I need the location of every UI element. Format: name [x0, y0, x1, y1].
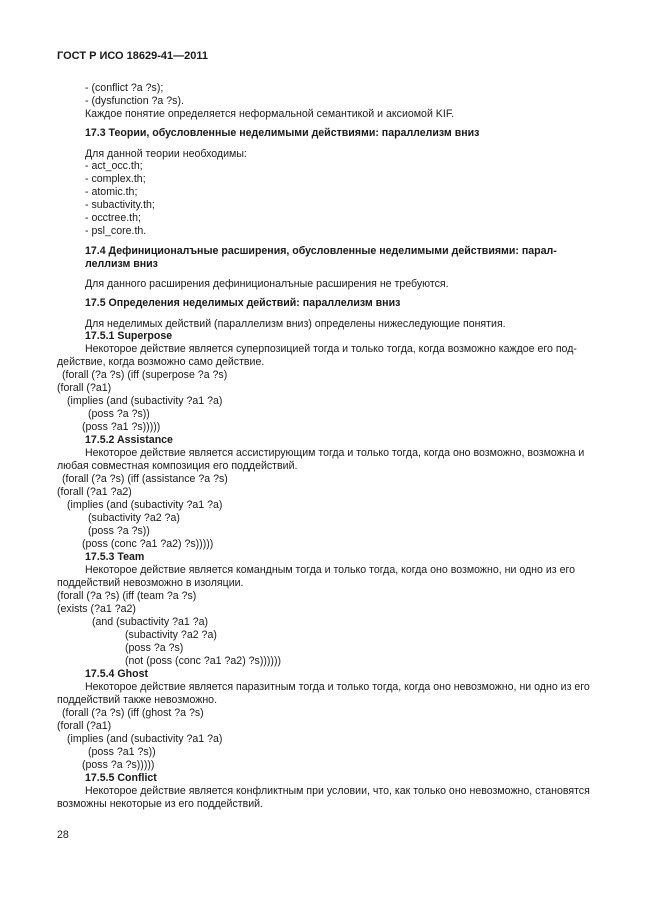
paragraph-line: Для данного расширения дефиниционалъные расширения не требуются.: [85, 278, 449, 290]
code-line: (poss ?a1 ?s)): [88, 746, 156, 758]
code-line: (subactivity ?a2 ?a): [88, 512, 180, 524]
page-number: 28: [57, 829, 69, 841]
list-item: - act_occ.th;: [85, 160, 143, 172]
list-item: - atomic.th;: [85, 186, 138, 198]
code-line: (poss ?a ?s))))): [82, 759, 155, 771]
paragraph-line: действие, когда возможно само действие.: [57, 356, 265, 368]
code-line: (forall (?a1 ?a2): [57, 486, 132, 498]
code-line: (implies (and (subactivity ?a1 ?a): [67, 395, 223, 407]
code-line: (poss ?a ?s)): [88, 525, 150, 537]
code-line: (subactivity ?a2 ?a): [125, 629, 217, 641]
paragraph-line: Некоторое действие является паразитным тогда и только тогда, когда оно невозможно, ни одно из его: [85, 681, 590, 693]
paragraph-line: Некоторое действие является командным тогда и только тогда, когда оно возможно, ни одно из его: [85, 564, 576, 576]
paragraph-line: поддействий невозможно в изоляции.: [57, 577, 244, 589]
code-line: (exists (?a1 ?a2): [57, 603, 136, 615]
paragraph-line: Некоторое действие является ассистирующим тогда и только тогда, когда оно возможно, возможна и: [85, 447, 585, 459]
code-line: (not (poss (conc ?a1 ?a2) ?s)))))): [125, 655, 282, 667]
list-item: - (dysfunction ?a ?s).: [85, 95, 184, 107]
section-heading: 17.3 Теории, обусловленные неделимыми действиями: параллелизм вниз: [85, 127, 480, 139]
code-line: (forall (?a ?s) (iff (ghost ?a ?s): [62, 707, 204, 719]
paragraph-line: Каждое понятие определяется неформальной семантикой и аксиомой KIF.: [85, 108, 455, 120]
paragraph-line: Для данной теории необходимы:: [85, 148, 247, 160]
paragraph-line: возможны некоторые из его поддействий.: [57, 798, 264, 810]
code-line: (forall (?a ?s) (iff (team ?a ?s): [57, 590, 197, 602]
subsection-heading: 17.5.4 Ghost: [85, 668, 148, 680]
code-line: (poss ?a1 ?s))))): [82, 421, 161, 433]
list-item: - psl_core.th.: [85, 225, 147, 237]
list-item: - (conflict ?a ?s);: [85, 82, 164, 94]
code-line: (forall (?a ?s) (iff (assistance ?a ?s): [62, 473, 228, 485]
code-line: (implies (and (subactivity ?a1 ?a): [67, 733, 223, 745]
code-line: (implies (and (subactivity ?a1 ?a): [67, 499, 223, 511]
list-item: - occtree.th;: [85, 212, 141, 224]
paragraph-line: любая совместная композиция его поддействий.: [57, 460, 298, 472]
paragraph-line: Некоторое действие является конфликтным при условии, что, как только оно невозможно, становятся: [85, 785, 590, 797]
code-line: (forall (?a1): [57, 382, 112, 394]
code-line: (poss ?a ?s)): [88, 408, 150, 420]
document-header: ГОСТ Р ИСО 18629-41—2011: [57, 50, 209, 62]
code-line: (poss ?a ?s): [125, 642, 184, 654]
section-heading: 17.4 Дефиниционалъные расширения, обусловленные неделимыми действиями: парал-: [85, 245, 557, 257]
section-heading: 17.5 Определения неделимых действий: параллелизм вниз: [85, 297, 401, 309]
list-item: - complex.th;: [85, 173, 146, 185]
subsection-heading: 17.5.2 Assistance: [85, 434, 173, 446]
subsection-heading: 17.5.1 Superpose: [85, 330, 173, 342]
paragraph-line: Некоторое действие является суперпозицией тогда и только тогда, когда возможно каждое его под-: [85, 343, 577, 355]
section-heading: леллизм вниз: [85, 258, 158, 270]
subsection-heading: 17.5.3 Team: [85, 551, 145, 563]
code-line: (forall (?a1): [57, 720, 112, 732]
paragraph-line: поддействий также невозможно.: [57, 694, 218, 706]
code-line: (poss (conc ?a1 ?a2) ?s))))): [82, 538, 214, 550]
paragraph-line: Для неделимых действий (параллелизм вниз) определены нижеследующие понятия.: [85, 318, 506, 330]
subsection-heading: 17.5.5 Conflict: [85, 772, 157, 784]
code-line: (forall (?a ?s) (iff (superpose ?a ?s): [62, 369, 228, 381]
code-line: (and (subactivity ?a1 ?a): [92, 616, 209, 628]
list-item: - subactivity.th;: [85, 199, 155, 211]
